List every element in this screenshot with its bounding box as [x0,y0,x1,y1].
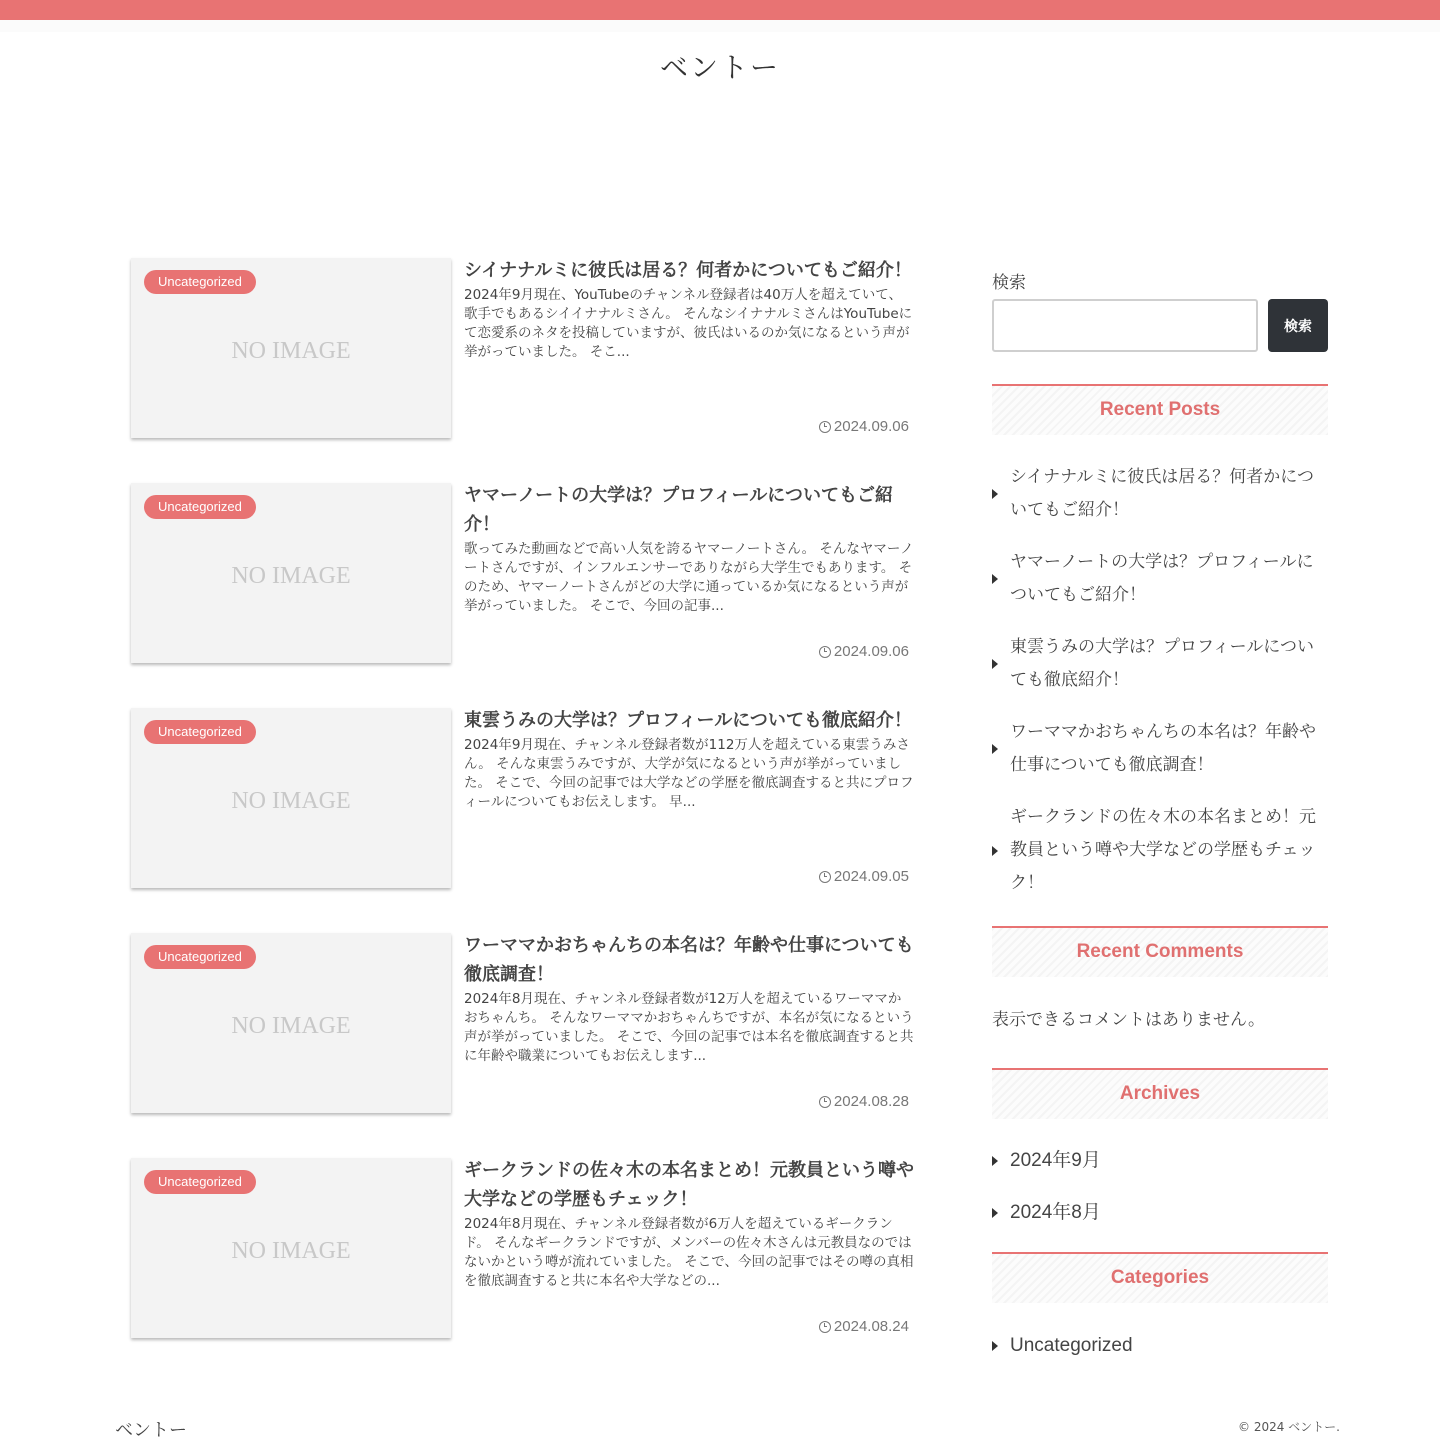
post-thumbnail[interactable] [131,933,451,1113]
no-image-placeholder: NO IMAGE [231,1238,351,1264]
post-title-link[interactable]: ワーママかおちゃんちの本名は？年齢や仕事についても徹底調査！ [464,935,914,985]
post-title-link[interactable]: ギークランドの佐々木の本名まとめ！元教員という噂や大学などの学歴もチェック！ [464,1160,914,1210]
clock-icon [819,646,831,658]
category-badge[interactable]: Uncategorized [144,1170,256,1194]
no-image-placeholder: NO IMAGE [231,788,351,814]
categories-list [992,1329,1328,1362]
recent-post-link[interactable]: ギークランドの佐々木の本名まとめ！元教員という噂や大学などの学歴もチェック！ [1010,807,1316,893]
post-date-text: 2024.08.24 [833,1318,909,1335]
recent-post-item[interactable] [992,801,1318,900]
archive-item[interactable] [992,1144,1328,1177]
post-body [464,483,914,663]
recent-comments-widget [992,926,1328,1030]
post-date [819,643,909,660]
post-body [464,708,914,888]
post-excerpt: 2024年8月現在、チャンネル登録者数が12万人を超えているワーママかおちゃんち。 そんなワーママかおちゃんちですが、本名が気になるという声が挙がっていました。 そこで、今回の記事では本名を徹底調査すると共に年齢や職業についてもお伝えします... [464,991,914,1064]
category-badge[interactable]: Uncategorized [144,720,256,744]
post-thumbnail[interactable] [131,483,451,663]
post-excerpt: 2024年9月現在、チャンネル登録者数が112万人を超えている東雲うみさん。 そんな東雲うみですが、大学が気になるという声が挙がっていました。 そこで、今回の記事では大学などの学歴を徹底調査すると共にプロフィールについてもお伝えします。 早... [464,737,914,810]
site-title-link[interactable]: ベントー [659,51,780,84]
copyright-text: © 2024 ベントー. [1238,1420,1340,1434]
recent-post-link[interactable]: シイナナルミに彼氏は居る？何者かについてもご紹介！ [1010,467,1314,520]
recent-post-item[interactable] [992,716,1318,782]
recent-post-link[interactable]: ヤマーノートの大学は？プロフィールについてもご紹介！ [1010,552,1314,605]
post-date [819,1318,909,1335]
clock-icon [819,1321,831,1333]
sidebar [992,268,1328,1362]
triangle-right-icon [992,1208,998,1218]
category-badge[interactable]: Uncategorized [144,495,256,519]
recent-posts-widget [992,384,1328,900]
widget-title-recent-posts: Recent Posts [992,384,1328,435]
post-body [464,1158,914,1338]
search-label: 検索 [992,273,1026,293]
category-badge[interactable]: Uncategorized [144,270,256,294]
category-link[interactable]: Uncategorized [1010,1335,1133,1356]
search-button[interactable]: 検索 [1268,299,1328,352]
triangle-right-icon [992,744,998,754]
triangle-right-icon [992,574,998,584]
archives-list [992,1144,1328,1229]
top-sub-bar [0,20,1440,32]
archives-widget [992,1068,1328,1229]
recent-post-item[interactable] [992,546,1318,612]
post-body [464,258,914,438]
no-image-placeholder: NO IMAGE [231,563,351,589]
site-header [0,32,1440,100]
post-card[interactable] [131,258,931,483]
recent-post-item[interactable] [992,461,1318,527]
clock-icon [819,421,831,433]
archive-link[interactable]: 2024年9月 [1010,1150,1101,1171]
no-image-placeholder: NO IMAGE [231,1013,351,1039]
post-date-text: 2024.09.06 [833,643,909,660]
post-date [819,868,909,885]
post-excerpt: 2024年9月現在、YouTubeのチャンネル登録者は40万人を超えていて、歌手でもあるシイイナナルミさん。 そんなシイナナルミさんはYouTubeにて恋愛系のネタを投稿していますが、彼氏はいるのか気になるという声が挙がっていました。 そこ... [464,287,913,360]
triangle-right-icon [992,1341,998,1351]
post-card[interactable] [131,933,931,1158]
post-card[interactable] [131,483,931,708]
archive-item[interactable] [992,1196,1328,1229]
recent-posts-list [992,461,1318,900]
clock-icon [819,1096,831,1108]
post-date-text: 2024.09.05 [833,868,909,885]
post-date-text: 2024.09.06 [833,418,909,435]
post-thumbnail[interactable] [131,708,451,888]
post-thumbnail[interactable] [131,1158,451,1338]
recent-post-link[interactable]: 東雲うみの大学は？プロフィールについても徹底紹介！ [1010,637,1314,690]
category-item[interactable] [992,1329,1328,1362]
archive-link[interactable]: 2024年8月 [1010,1202,1101,1223]
post-title-link[interactable]: 東雲うみの大学は？プロフィールについても徹底紹介！ [464,710,912,731]
post-list [131,258,931,1383]
post-title-link[interactable]: ヤマーノートの大学は？プロフィールについてもご紹介！ [464,485,893,535]
no-comments-text: 表示できるコメントはありません。 [992,1010,1266,1030]
widget-title-archives: Archives [992,1068,1328,1119]
footer-site-title-link[interactable]: ベントー [115,1420,187,1441]
post-date [819,418,909,435]
search-row [992,299,1328,352]
triangle-right-icon [992,489,998,499]
search-input[interactable] [992,299,1258,352]
post-excerpt: 歌ってみた動画などで高い人気を誇るヤマーノートさん。 そんなヤマーノートさんですが、インフルエンサーでありながら大学生でもあります。 そのため、ヤマーノートさんがどの大学に通っているか気になるという声が挙がっていました。 そこで、今回の記事... [464,541,914,614]
post-title-link[interactable]: シイナナルミに彼氏は居る？何者かについてもご紹介！ [464,260,912,281]
top-accent-bar [0,0,1440,20]
post-card[interactable] [131,1158,931,1383]
post-date-text: 2024.08.28 [833,1093,909,1110]
search-widget [992,268,1328,352]
triangle-right-icon [992,659,998,669]
clock-icon [819,871,831,883]
post-date [819,1093,909,1110]
post-excerpt: 2024年8月現在、チャンネル登録者数が6万人を超えているギークランド。 そんなギークランドですが、メンバーの佐々木さんは元教員なのではないかという噂が流れていました。 そこで、今回の記事ではその噂の真相を徹底調査すると共に本名や大学などの... [464,1216,914,1289]
recent-post-item[interactable] [992,631,1318,697]
categories-widget [992,1252,1328,1362]
triangle-right-icon [992,846,998,856]
post-card[interactable] [131,708,931,933]
category-badge[interactable]: Uncategorized [144,945,256,969]
widget-title-categories: Categories [992,1252,1328,1303]
recent-post-link[interactable]: ワーママかおちゃんちの本名は？年齢や仕事についても徹底調査！ [1010,722,1316,775]
post-thumbnail[interactable] [131,258,451,438]
site-footer [0,1410,1440,1453]
no-image-placeholder: NO IMAGE [231,338,351,364]
widget-title-recent-comments: Recent Comments [992,926,1328,977]
triangle-right-icon [992,1156,998,1166]
post-body [464,933,914,1113]
